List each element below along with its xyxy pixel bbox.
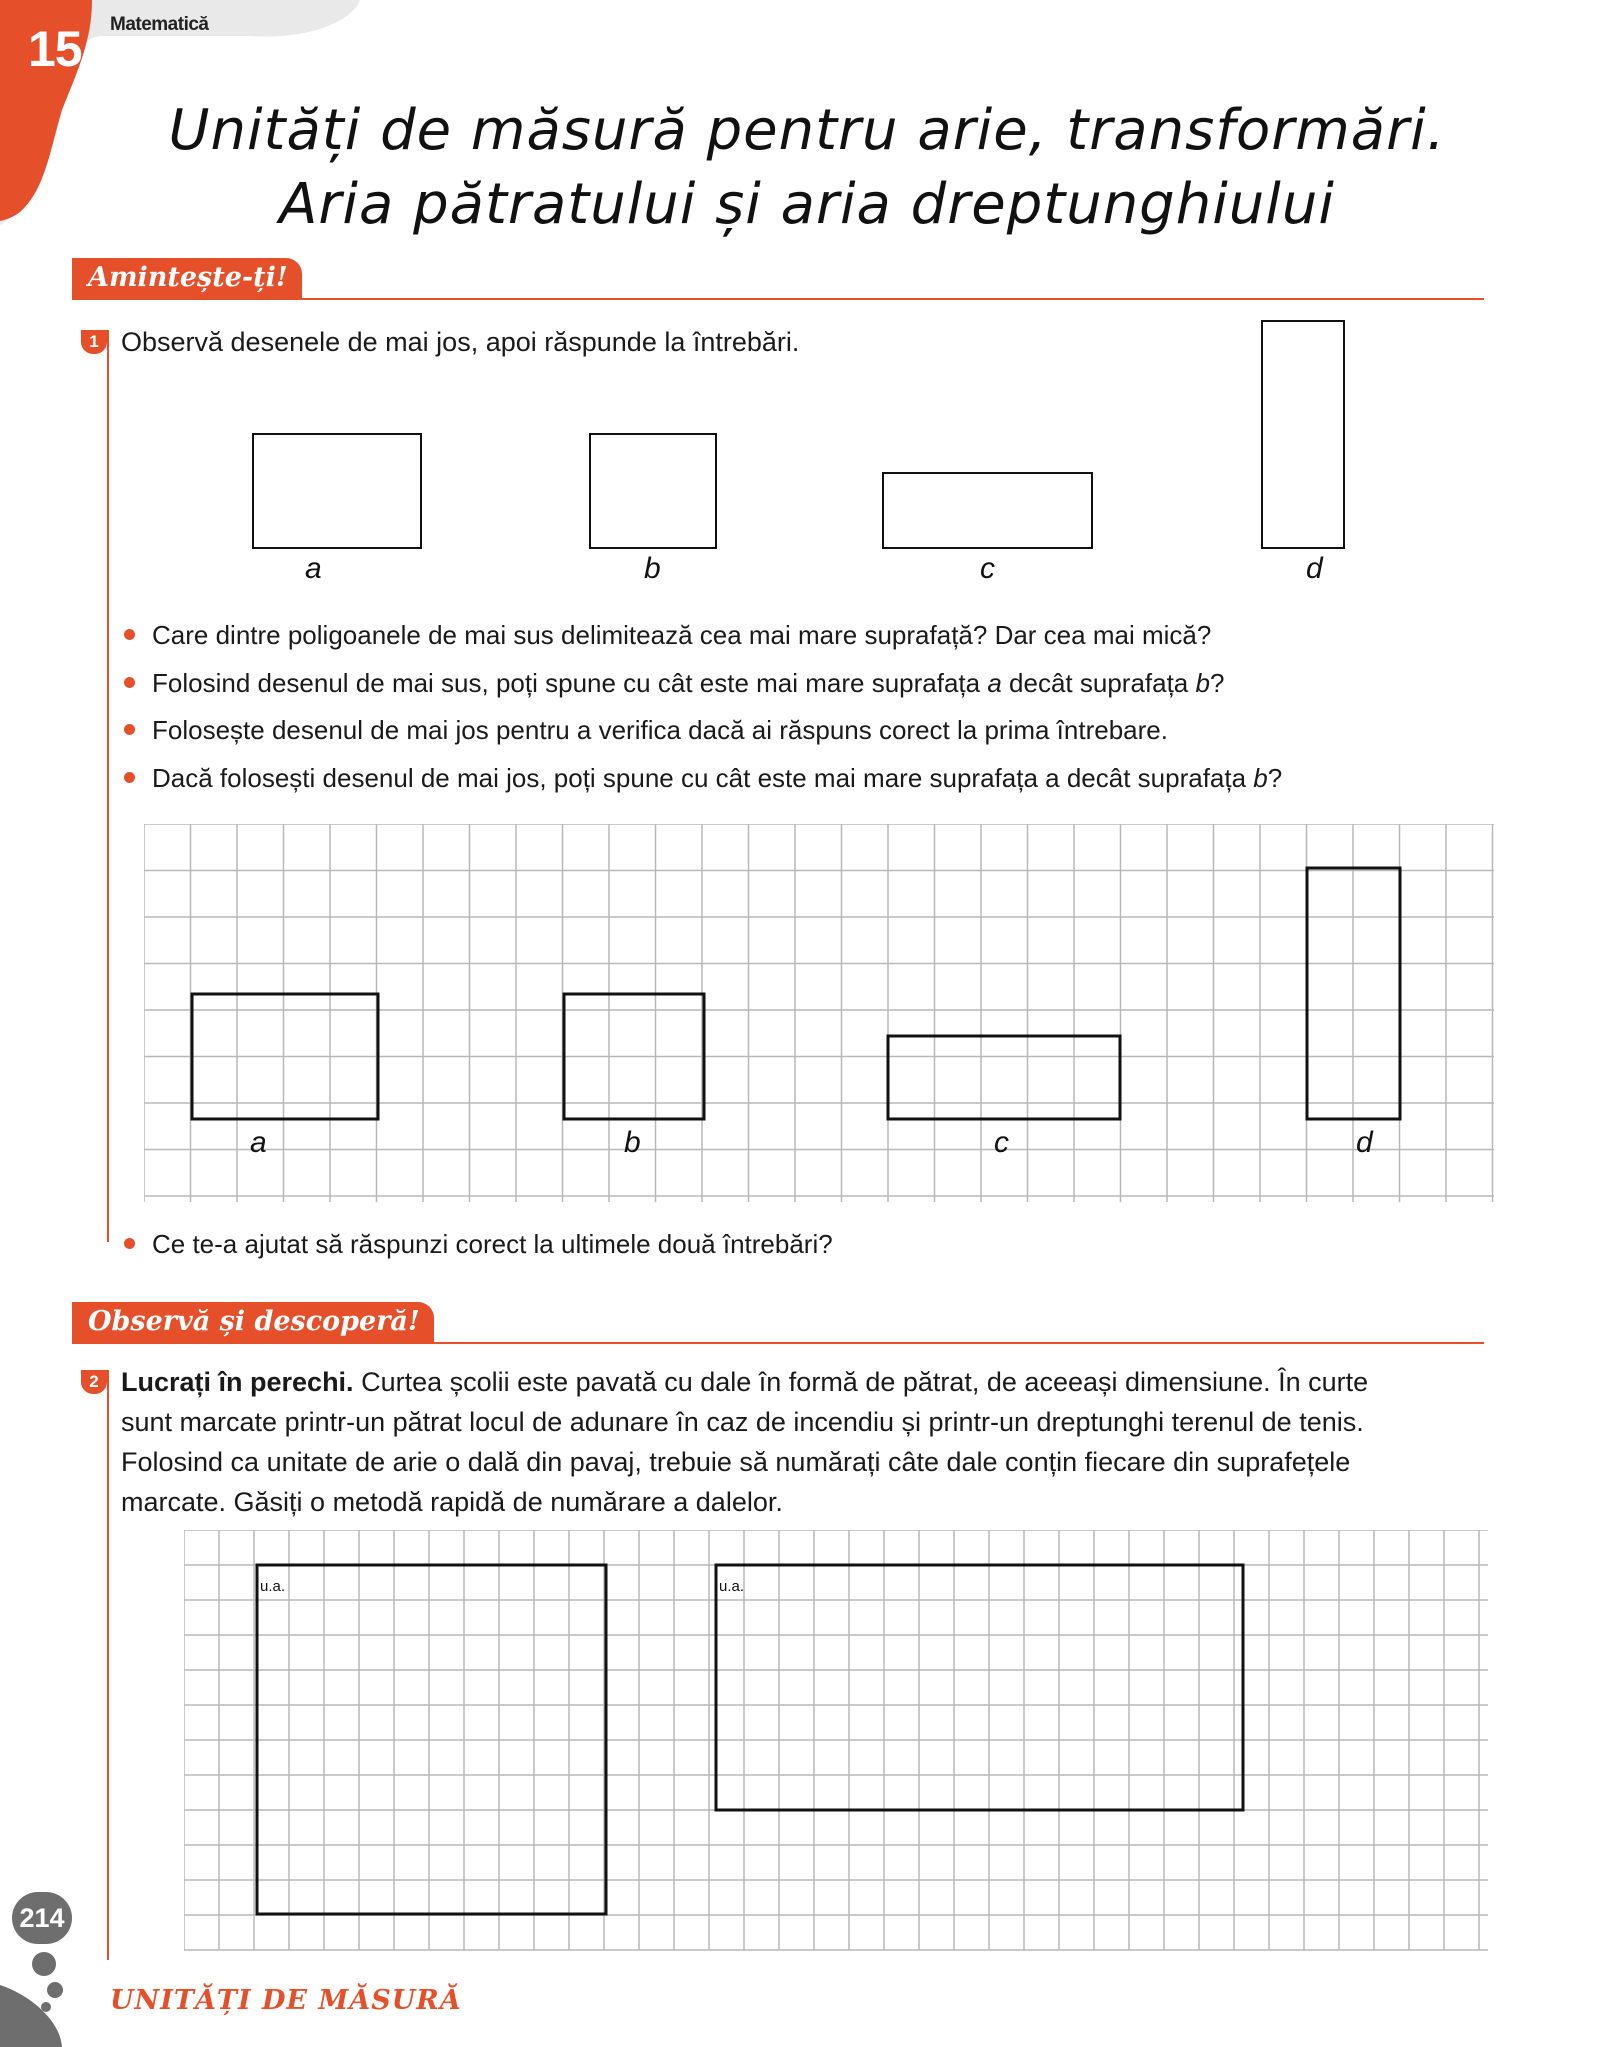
chapter-number: 15: [28, 21, 82, 77]
shape-label-b: b: [644, 552, 661, 585]
unit-label-square: u.a.: [260, 1578, 286, 1595]
question-2: Folosind desenul de mai sus, poți spune cu cât este mai mare suprafața a decât suprafața b?: [152, 665, 1224, 701]
subject-label: Matematică: [110, 14, 209, 35]
unit-label-rectangle: u.a.: [719, 1578, 745, 1595]
shape-a: [252, 433, 422, 549]
question-1: Care dintre poligoanele de mai sus delimitează cea mai mare suprafață? Dar cea mai mică?: [152, 617, 1211, 653]
final-question: Ce te-a ajutat să răspunzi corect la ultimele două întrebări?: [152, 1226, 833, 1262]
exercise-1-side-line: [107, 330, 109, 1242]
grid-label-a: a: [250, 1126, 267, 1159]
shape-label-c: c: [980, 552, 995, 585]
page-title-line-2: Aria pătratului și aria dreptunghiului: [279, 172, 1335, 237]
grid-2: [184, 1530, 1490, 1952]
exercise-2-text-line-2: sunt marcate printr-un pătrat locul de adunare în caz de incendiu și printr-un dreptunghi terenul de tenis.: [121, 1407, 1364, 1437]
exercise-2-side-line: [107, 1370, 109, 1960]
shape-label-d: d: [1306, 552, 1323, 585]
exercise-2-text-line-3: Folosind ca unitate de arie o dală din pavaj, trebuie să numărați câte dale conțin fiecare din suprafețele: [121, 1447, 1351, 1477]
section-divider-2: [72, 1342, 1484, 1344]
footer-chapter-title: UNITĂȚI DE MĂSURĂ: [110, 1985, 462, 2016]
shape-d: [1261, 320, 1345, 549]
grid-label-d: d: [1356, 1126, 1373, 1159]
grid-shape-c: [888, 1036, 1120, 1119]
exercise-2-text-line-1: Lucrați în perechi. Curtea școlii este pavată cu dale în formă de pătrat, de aceeași dimensiune. În curte: [121, 1367, 1369, 1397]
section-tab-remember: Amintește-ți!: [72, 258, 302, 298]
shape-label-a: a: [305, 552, 322, 585]
page-title-line-1: Unități de măsură pentru arie, transformări.: [168, 98, 1446, 163]
question-3: Folosește desenul de mai jos pentru a verifica dacă ai răspuns corect la prima întrebare.: [152, 712, 1168, 748]
grid-label-c: c: [994, 1126, 1009, 1159]
exercise-2-text-line-4: marcate. Găsiți o metodă rapidă de numărare a dalelor.: [121, 1487, 783, 1517]
shape-b: [589, 433, 717, 549]
exercise-1-instruction: Observă desenele de mai jos, apoi răspunde la întrebări.: [121, 327, 800, 357]
shape-c: [882, 472, 1093, 549]
page-number-badge: 214: [12, 1892, 72, 1944]
grid-label-b: b: [624, 1126, 641, 1159]
footer-dots-decoration: [0, 1950, 80, 2047]
exercise-2-number: 2: [81, 1370, 107, 1394]
section-tab-observe: Observă și descoperă!: [72, 1302, 434, 1342]
question-4: Dacă folosești desenul de mai jos, poți spune cu cât este mai mare suprafața a decât suprafața b?: [152, 760, 1282, 796]
section-divider-1: [72, 298, 1484, 300]
exercise-1-number: 1: [81, 330, 107, 354]
grid-1: [144, 824, 1496, 1204]
